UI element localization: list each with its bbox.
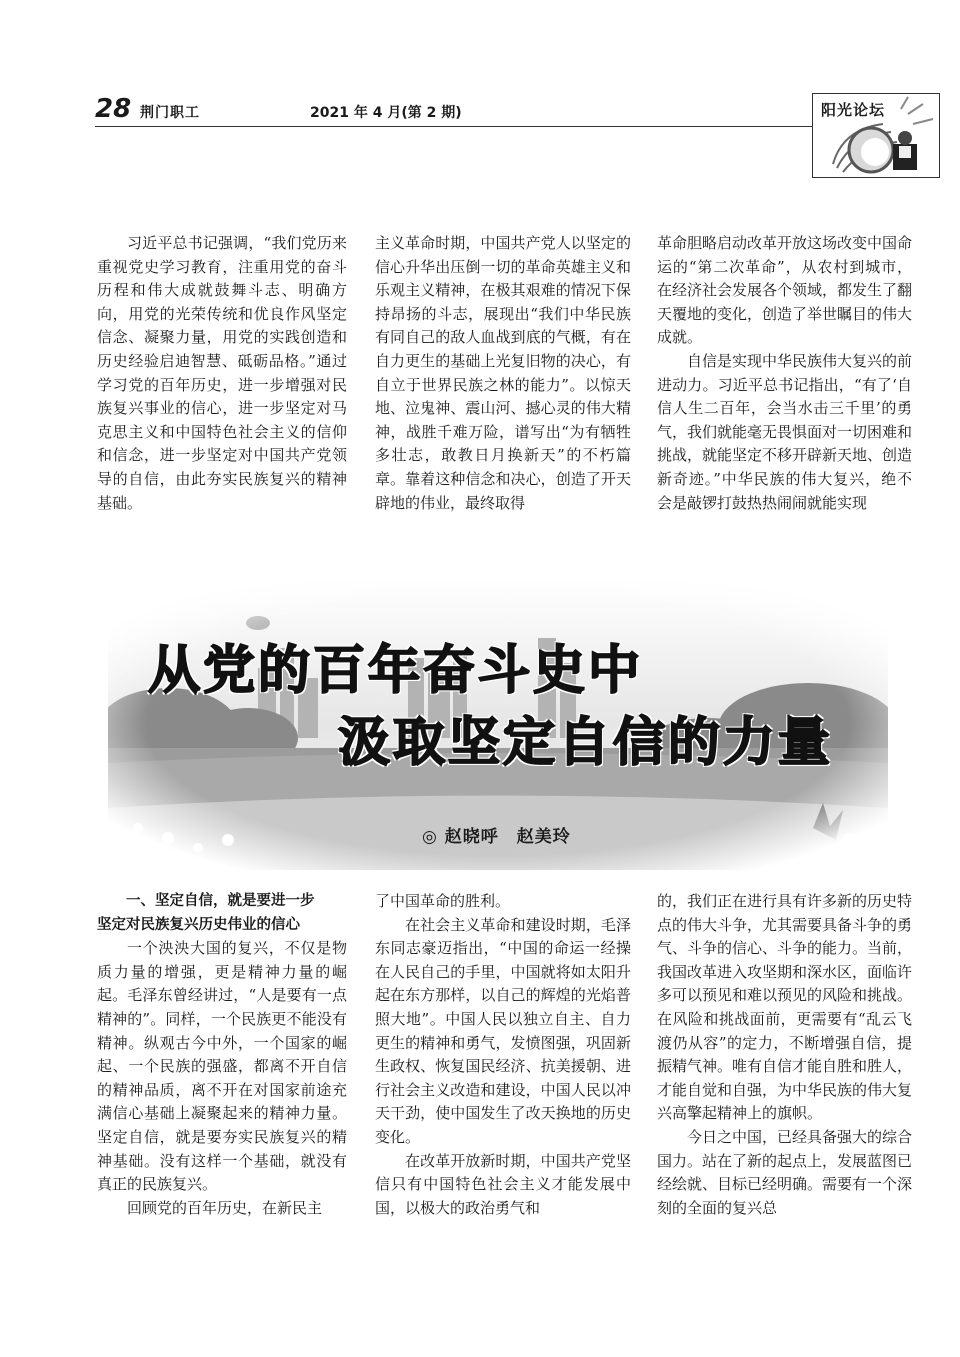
paragraph: 一个泱泱大国的复兴，不仅是物质力量的增强，更是精神力量的崛起。毛泽东曾经讲过，“人是要有一点精神的”。同样，一个民族更不能没有精神。纵观古今中外，一个国家的崛起、一个民族的强盛，都离不开自信的精神品质，离不开在对国家前途充满信心基础上凝聚起来的精神力量。坚定自信，就是要夯实民族复兴的精神基础。没有这样一个基础，就没有真正的民族复兴。 (97, 939, 347, 1194)
paragraph: 自信是实现中华民族伟大复兴的前进动力。习近平总书记指出，“有了‘自信人生二百年，会当水击三千里’的勇气，我们就能毫无畏惧面对一切困难和挑战，就能坚定不移开辟新天地、创造新奇迹。”中华民族的伟大复兴，绝不会是敲锣打鼓热热闹闹就能实现 (657, 351, 913, 512)
badge-label: 阳光论坛 (821, 101, 886, 119)
top-column-2 (375, 232, 631, 515)
paragraph: 主义革命时期，中国共产党人以坚定的信心升华出压倒一切的革命英雄主义和乐观主义精神，在极其艰难的情况下保持昂扬的斗志，展现出“我们中华民族有同自己的敌人血战到底的气概，有在自力更生的基础上光复旧物的决心，有自立于世界民族之林的能力”。以惊天地、泣鬼神、震山河、撼心灵的伟大精神，战胜千难万险，谱写出“为有牺牲多壮志，敢教日月换新天”的不朽篇章。靠着这种信念和决心，创造了开天辟地的伟业，最终取得 (375, 234, 631, 512)
section-heading: 坚定对民族复兴历史伟业的信心 (97, 916, 300, 933)
header-rule (95, 126, 815, 127)
bottom-column-2 (375, 890, 631, 1220)
paragraph: 习近平总书记强调，“我们党历来重视党史学习教育，注重用党的奋斗历程和伟大成就鼓舞斗志、明确方向，用党的光荣传统和优良作风坚定信念、凝聚力量，用党的实践创造和历史经验启迪智慧、砥砺品格。”通过学习党的百年历史，进一步增强对民族复兴事业的信心，进一步坚定对马克思主义和中国特色社会主义的信仰和信念，进一步坚定对中国共产党领导的自信，由此夯实民族复兴的精神基础。 (97, 234, 347, 512)
top-column-3 (657, 232, 912, 515)
article-title-line-1: 从党的百年奋斗史中 (148, 641, 644, 701)
paragraph: 革命胆略启动改革开放这场改变中国命运的“第二次革命”，从农村到城市，在经济社会发展各个领域，都发生了翻天覆地的变化，创造了举世瞩目的伟大成就。 (657, 234, 913, 347)
paragraph: 在改革开放新时期，中国共产党坚信只有中国特色社会主义才能发展中国，以极大的政治勇气和 (375, 1151, 631, 1217)
paragraph: 在社会主义革命和建设时期，毛泽东同志豪迈指出，“中国的命运一经操在人民自己的手里，中国就将如太阳升起在东方那样，以自己的辉煌的光焰普照大地”。中国人民以独立自主、自力更生的精神和勇气，发愤图强，巩固新生政权、恢复国民经济、抗美援朝、进行社会主义改造和建设，中国人民以冲天干劲，使中国发生了改天换地的历史变化。 (375, 915, 631, 1146)
top-column-1 (97, 232, 347, 515)
bottom-column-3 (657, 890, 912, 1220)
journal-name: 荆门职工 (140, 105, 200, 121)
section-heading: 一、坚定自信，就是要进一步 (126, 893, 315, 909)
paragraph: 回顾党的百年历史，在新民主 (127, 1198, 323, 1217)
paragraph: 的，我们正在进行具有许多新的历史特点的伟大斗争，尤其需要具备斗争的勇气、斗争的信心、斗争的能力。当前，我国改革进入攻坚期和深水区，面临许多可以预见和难以预见的风险和挑战。在风险和挑战面前，更需要有“乱云飞渡仍从容”的定力，不断增强自信，提振精气神。唯有自信才能自胜和胜人，才能自觉和自强，为中华民族的伟大复兴高擎起精神上的旗帜。 (657, 892, 913, 1123)
running-header (95, 96, 815, 128)
column-badge (812, 93, 940, 178)
bottom-column-1 (97, 890, 347, 1220)
issue-date: 2021 年 4 月(第 2 期) (310, 105, 462, 121)
paragraph: 今日之中国，已经具备强大的综合国力。站在了新的起点上，发展蓝图已经绘就、目标已经明确。需要有一个深刻的全面的复兴总 (657, 1127, 913, 1217)
paragraph: 了中国革命的胜利。 (375, 892, 511, 910)
page-number: 28 (95, 94, 132, 124)
author-byline: ◎ 赵晓呼 赵美玲 (422, 827, 571, 847)
article-title-line-2: 汲取坚定自信的力量 (338, 713, 834, 773)
